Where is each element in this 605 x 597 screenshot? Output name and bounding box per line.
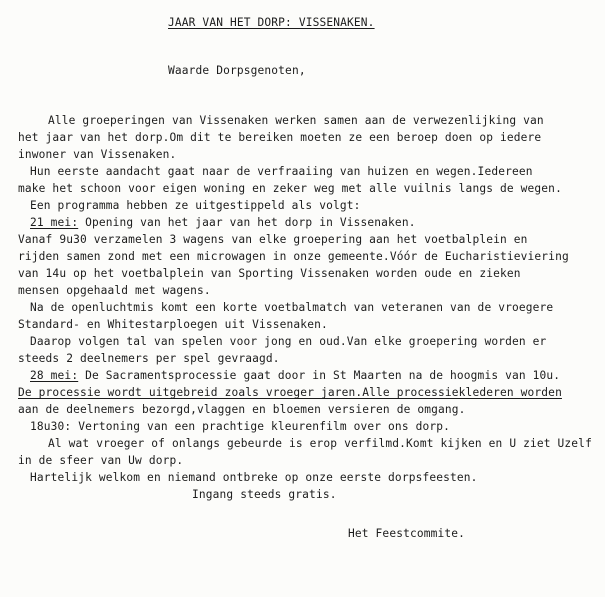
paragraph-line: het jaar van het dorp.Om dit te bereiken moeten ze een beroep doen op iedere xyxy=(18,131,542,144)
paragraph-line: make het schoon voor eigen woning en zeker weg met alle vuilnis langs de wegen. xyxy=(18,182,562,195)
paragraph-line: inwoner van Vissenaken. xyxy=(18,148,177,161)
paragraph-line xyxy=(30,369,560,383)
letter-title: JAAR VAN HET DORP: VISSENAKEN. xyxy=(168,16,375,29)
signature: Het Feestcommite. xyxy=(348,527,466,540)
date-text: Opening van het jaar van het dorp in Vissenaken. xyxy=(78,216,416,229)
paragraph-line: Na de openluchtmis komt een korte voetbalmatch van veteranen van de vroegere xyxy=(30,301,554,314)
date-text: De Sacramentsprocessie gaat door in St Maarten na de hoogmis van 10u. xyxy=(78,369,561,382)
date-28-mei: 28 mei: xyxy=(30,369,79,382)
paragraph-line: aan de deelnemers bezorgd,vlaggen en bloemen versieren de omgang. xyxy=(18,403,466,416)
paragraph-line: Standard- en Whitestarploegen uit Vissenaken. xyxy=(18,318,328,331)
paragraph-line: Al wat vroeger of onlangs gebeurde is erop verfilmd.Komt kijken en U ziet Uzelf xyxy=(48,437,592,450)
paragraph-line: Alle groeperingen van Vissenaken werken samen aan de verwezenlijking van xyxy=(48,114,544,127)
paragraph-line: Vanaf 9u30 verzamelen 3 wagens van elke groepering aan het voetbalplein en xyxy=(18,233,528,246)
paragraph-line: Hartelijk welkom en niemand ontbreke op onze eerste dorpsfeesten. xyxy=(30,471,478,484)
paragraph-line: van 14u op het voetbalplein van Sporting Vissenaken worden oude en zieken xyxy=(18,267,521,280)
paragraph-line: in de sfeer van Uw dorp. xyxy=(18,454,184,467)
paragraph-line: Daarop volgen tal van spelen voor jong en oud.Van elke groepering worden er xyxy=(30,335,547,348)
paragraph-line: Hun eerste aandacht gaat naar de verfraaiing van huizen en wegen.Iedereen xyxy=(30,165,533,178)
paragraph-line: 18u30: Vertoning van een prachtige kleurenfilm over ons dorp. xyxy=(30,420,451,433)
paragraph-line: Een programma hebben ze uitgestippeld als volgt: xyxy=(30,199,361,212)
greeting: Waarde Dorpsgenoten, xyxy=(168,64,306,77)
paragraph-line: Ingang steeds gratis. xyxy=(192,488,337,501)
paragraph-line: rijden samen zond met een microwagen in onze gemeente.Vóór de Eucharistieviering xyxy=(18,250,569,263)
paragraph-line: mensen opgehaald met wagens. xyxy=(18,284,211,297)
paragraph-line xyxy=(30,216,416,230)
paragraph-line: De processie wordt uitgebreid zoals vroeger jaren.Alle processieklederen worden xyxy=(18,386,562,399)
paragraph-line: steeds 2 deelnemers per spel gevraagd. xyxy=(18,352,280,365)
date-21-mei: 21 mei: xyxy=(30,216,79,229)
